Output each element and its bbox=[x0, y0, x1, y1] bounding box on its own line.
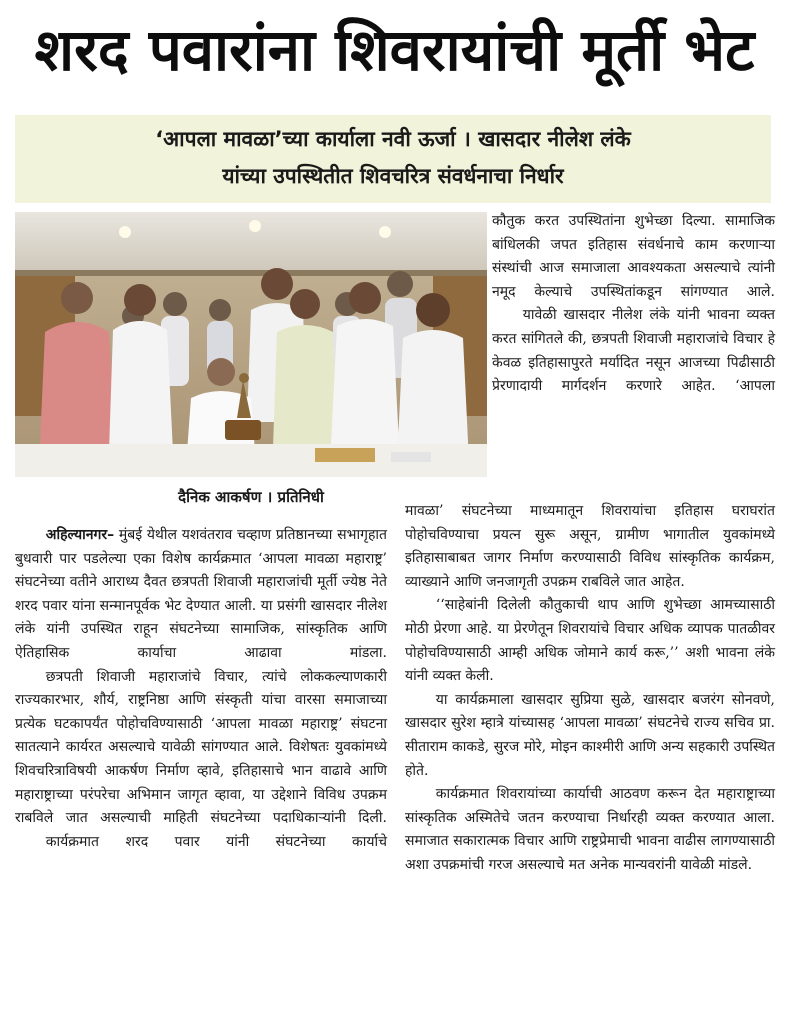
paragraph-1-text: मुंबई येथील यशवंतराव चव्हाण प्रतिष्ठानच्या सभागृहात बुधवारी पार पडलेल्या एका विशेष कार्यक्रमात ‘आपला मावळा महाराष्ट्र’ संघटनेच्या वतीने आराध्य दैवत छत्रपती शिवाजी महाराजांची मूर्ती ज्येष्ठ नेते शरद पवार यांना सन्मानपूर्वक भेट देण्यात आली. या प्रसंगी खासदार नीलेश लंके यांनी उपस्थित राहून संघटनेच्या सामाजिक, सांस्कृतिक आणि ऐतिहासिक कार्याचा आढावा मांडला. bbox=[15, 527, 387, 661]
paragraph-3: कार्यक्रमात शरद पवार यांनी संघटनेच्या कार्याचे bbox=[45, 833, 387, 850]
dateline: अहिल्यानगर– bbox=[45, 527, 115, 543]
subheadline bbox=[15, 115, 771, 203]
paragraph-7: ‘‘साहेबांनी दिलेली कौतुकाची थाप आणि शुभेच्छा आमच्यासाठी मोठी प्रेरणा आहे. या प्रेरणेतून शिवरायांचे विचार अधिक व्यापक पातळीवर पोहोचविण्यासाठी आम्ही अधिक जोमाने कार्य करू,’’ अशी भावना लंके यांनी व्यक्त केली. bbox=[405, 597, 775, 685]
subheadline-line-1: ‘आपला मावळा’च्या कार्याला नवी ऊर्जा । खासदार नीलेश लंके bbox=[155, 127, 631, 151]
article-column-right-top bbox=[492, 210, 775, 399]
article-column-right-bottom bbox=[405, 500, 775, 878]
paragraph-8: या कार्यक्रमाला खासदार सुप्रिया सुळे, खासदार बजरंग सोनवणे, खासदार सुरेश म्हात्रे यांच्यासह ‘आपला मावळा’ संघटनेचे राज्य सचिव प्रा. सीताराम काकडे, सुरज मोरे, मोइन काश्मीरी आणि अन्य सहकारी उपस्थित होते. bbox=[405, 691, 775, 779]
paragraph-5: यावेळी खासदार नीलेश लंके यांनी भावना व्यक्त करत सांगितले की, छत्रपती शिवाजी महाराजांचे विचार हे केवळ इतिहासापुरते मर्यादित नसून आजच्या पिढीसाठी प्रेरणादायी मार्गदर्शन करणारे आहेत. ‘आपला bbox=[492, 307, 775, 395]
photo-caption: दैनिक आकर्षण । प्रतिनिधी bbox=[178, 488, 324, 506]
news-photo bbox=[15, 212, 487, 477]
headline: शरद पवारांना शिवरायांची मूर्ती भेट bbox=[34, 16, 755, 84]
paragraph-4: कौतुक करत उपस्थितांना शुभेच्छा दिल्या. सामाजिक बांधिलकी जपत इतिहास संवर्धनाचे काम करणाऱ्या संस्थांची आज समाजाला आवश्यकता असल्याचे त्यांनी नमूद केल्याचे उपस्थितांकडून सांगण्यात आले. bbox=[492, 213, 775, 300]
article-column-left bbox=[15, 524, 387, 854]
paragraph-2: छत्रपती शिवाजी महाराजांचे विचार, त्यांचे लोककल्याणकारी राज्यकारभार, शौर्य, राष्ट्रनिष्ठा आणि संस्कृती यांचा वारसा समाजाच्या प्रत्येक घटकापर्यंत पोहोचविण्यासाठी ‘आपला मावळा महाराष्ट्र’ संघटना सातत्याने कार्यरत असल्याचे यावेळी सांगण्यात आले. विशेषतः युवकांमध्ये शिवचरित्राविषयी आकर्षण निर्माण व्हावे, इतिहासाचे भान वाढावे आणि महाराष्ट्राच्या परंपरेचा अभिमान जागृत व्हावा, या उद्देशाने विविध उपक्रम राबविले जात असल्याची माहिती संघटनेच्या पदाधिकाऱ्यांनी दिली. bbox=[15, 668, 387, 827]
paragraph-9: कार्यक्रमात शिवरायांच्या कार्याची आठवण करून देत महाराष्ट्राच्या सांस्कृतिक अस्मितेचे जतन करण्याचा निर्धारही व्यक्त करण्यात आला. समाजात सकारात्मक विचार आणि राष्ट्रप्रेमाची भावना वाढीस लागण्यासाठी अशा उपक्रमांची गरज असल्याचे मत अनेक मान्यवरांनी यावेळी मांडले. bbox=[405, 786, 775, 873]
subheadline-line-2: यांच्या उपस्थितीत शिवचरित्र संवर्धनाचा निर्धार bbox=[222, 164, 564, 188]
paragraph-1 bbox=[15, 524, 387, 666]
paragraph-6: मावळा’ संघटनेच्या माध्यमातून शिवरायांचा इतिहास घराघरांत पोहोचविण्याचा प्रयत्न सुरू असून, ग्रामीण भागातील युवकांमध्ये इतिहासाबाबत जागर निर्माण करण्यासाठी विविध सांस्कृतिक कार्यक्रम, व्याख्याने आणि जनजागृती उपक्रम राबविले जात आहेत. bbox=[405, 503, 775, 590]
